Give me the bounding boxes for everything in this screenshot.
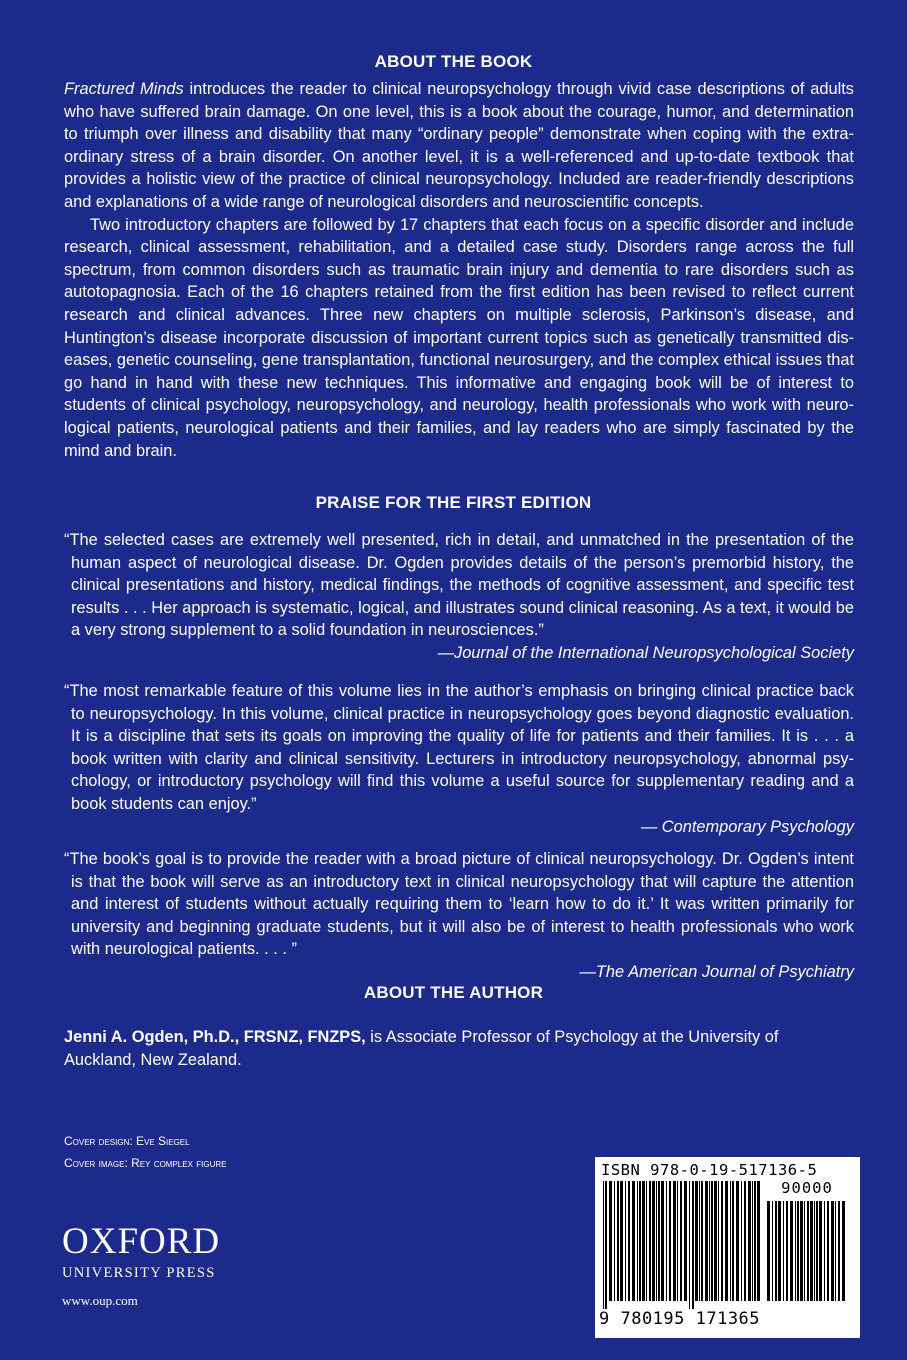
quote-source: —Journal of the International Neuropsychological Society — [437, 643, 854, 662]
isbn-text: ISBN 978-0-19-517136-5 — [601, 1161, 818, 1179]
publisher-name: OXFORD — [62, 1221, 221, 1262]
praise-quote — [64, 680, 854, 838]
barcode-addon-number: 90000 — [781, 1179, 833, 1197]
quote-source: —The American Journal of Psychiatry — [579, 962, 854, 981]
author-description: is Associate Professor of Psychology at the University of Auckland, New Zealand. — [64, 1028, 779, 1069]
isbn-barcode — [595, 1157, 860, 1338]
cover-design-credit: Cover design: Eve Siegel — [64, 1134, 190, 1148]
publisher-logo — [62, 1222, 220, 1310]
quote-text: “The selected cases are extremely well presented, rich in detail, and unmatched in the presentation of the human aspect of neurological disease. Dr. Ogden provides details of the person’s premorbid history, the clinical presentations and history, medical findings, the methods of cognitive assessment, and specific test results . . . Her approach is systematic, logical, and illustrates sound clinical reasoning. As a text, it would be a very strong supplement to a solid foundation in neurosciences.” — [64, 531, 854, 640]
author-name: Jenni A. Ogden, Ph.D., FRSNZ, FNZPS, — [64, 1028, 366, 1046]
about-book-text — [64, 78, 854, 462]
quote-text: “The book’s goal is to provide the reader with a broad picture of clinical neuropsychology. Dr. Ogden’s intent is that the book will serve as an introductory text in clinical neuropsychology that will capture the attention and interest of students without actually requiring them to ‘learn how to do it.’ It was written primarily for university and beginning graduate students, but it will also be of interest to health professionals who work with neurological patients. . . . ” — [64, 850, 854, 959]
barcode-bars-icon — [603, 1181, 761, 1309]
praise-quote — [64, 529, 854, 665]
about-book-paragraph-2: Two introductory chapters are followed by 17 chapters that each focus on a specific disorder and include research, clinical assessment, rehabilitation, and a detailed case study. Disorders range across the full spectrum, from common disorders such as traumatic brain injury and dementia to rare disorders such as autotopagnosia. Each of the 16 chapters retained from the first edition has been revised to reflect current research and clinical advances. Three new chapters on multiple sclerosis, Parkinson’s disease, and Huntington’s disease incorporate discussion of important current topics such as genetically transmitted dis-eases, genetic counseling, gene transplantation, functional neurosurgery, and the complex ethical issues that go hand in hand with these new techniques. This informative and engaging book will be of interest to students of clinical psychology, neuropsychology, and neurology, health professionals who work with neuro-logical patients, neurological patients and their families, and lay readers who are simply fascinated by the mind and brain. — [64, 215, 854, 460]
about-book-paragraph-1: introduces the reader to clinical neuropsychology through vivid case descriptions of adults who have suffered brain damage. On one level, this is a book about the courage, humor, and determination to triumph over illness and disability that many “ordinary people” demonstrate when coping with the extra-ordinary stress of a brain disorder. On another level, it is a well-referenced and up-to-date textbook that provides a holistic view of the practice of clinical neuropsychology. Included are reader-friendly descriptions and explanations of a wide range of neurological disorders and neuroscientific concepts. — [64, 80, 854, 211]
cover-credits — [64, 1130, 226, 1174]
publisher-press: UNIVERSITY PRESS — [62, 1265, 216, 1281]
cover-image-credit: Cover image: Rey complex figure — [64, 1156, 227, 1170]
praise-quote — [64, 848, 854, 984]
quote-text: “The most remarkable feature of this volume lies in the author’s emphasis on bringing clinical practice back to neuropsychology. In this volume, clinical practice in neuropsychology goes beyond diagnostic evaluation. It is a discipline that sets its goals on improving the quality of life for patients and their families. It is . . . a book written with clarity and clinical sensitivity. Lecturers in introductory neuropsychology, abnormal psy-chology, or introductory psychology will find this volume a useful source for supplementary reading and a book students can enjoy.” — [64, 682, 854, 813]
praise-heading: PRAISE FOR THE FIRST EDITION — [315, 493, 592, 512]
author-bio — [64, 1026, 854, 1071]
publisher-url: www.oup.com — [62, 1293, 138, 1308]
barcode-addon-bars-icon — [767, 1201, 845, 1309]
about-book-heading: ABOUT THE BOOK — [374, 52, 533, 71]
quote-source: — Contemporary Psychology — [640, 817, 854, 836]
book-title: Fractured Minds — [64, 80, 184, 98]
barcode-ean-number: 9 780195 171365 — [599, 1309, 761, 1329]
about-author-heading: ABOUT THE AUTHOR — [363, 983, 544, 1002]
